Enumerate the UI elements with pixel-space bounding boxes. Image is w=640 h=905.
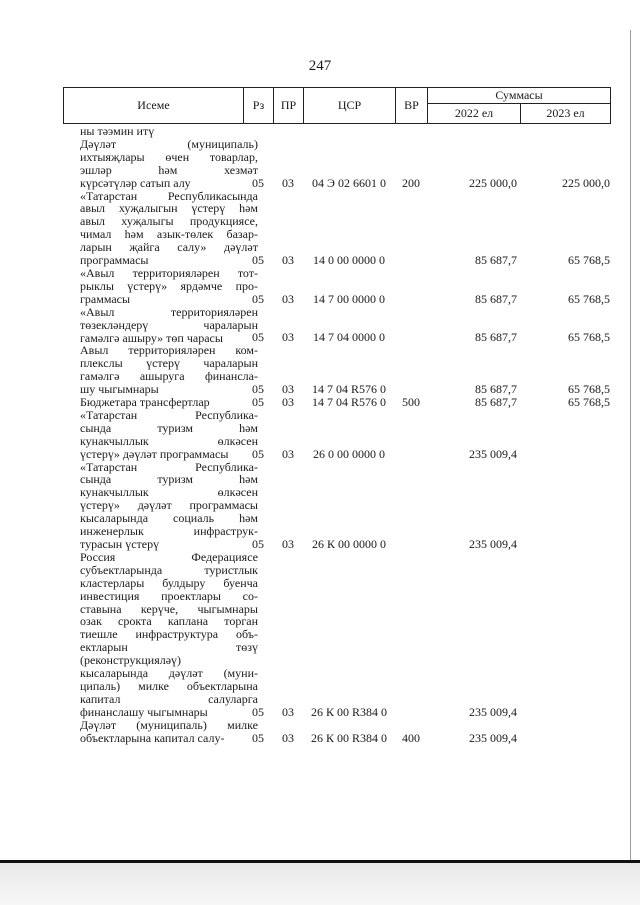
row-sum-2023: 65 768,5 bbox=[568, 252, 610, 267]
row-name-line: граммасы bbox=[80, 291, 131, 306]
page-number: 247 bbox=[308, 58, 332, 74]
row-name-line: (реконструкцияләү) bbox=[80, 653, 182, 668]
row-rz: 05 bbox=[252, 175, 264, 190]
row-name-line: үстерү» дәүләт программасы bbox=[80, 446, 229, 461]
row-csr: 26 0 00 0000 0 bbox=[313, 446, 385, 461]
row-name-line: капитал салуларга bbox=[80, 691, 258, 706]
row-name-line: сында туризм һәм bbox=[80, 472, 258, 487]
table-row bbox=[63, 461, 610, 551]
table-header bbox=[63, 87, 611, 124]
row-name bbox=[63, 719, 258, 745]
row-sum-2023: 225 000,0 bbox=[562, 175, 610, 190]
row-name-line: турасын үстерү bbox=[80, 537, 160, 551]
row-name-line: Россия Федерациясе bbox=[80, 549, 258, 564]
row-csr: 14 0 00 0000 0 bbox=[313, 252, 385, 267]
row-sum-2022: 235 009,4 bbox=[469, 704, 517, 719]
row-sum-2022: 235 009,4 bbox=[469, 730, 517, 745]
row-vr: 400 bbox=[402, 730, 420, 745]
row-name-line: ихтыяҗлары өчен товарлар, bbox=[80, 149, 258, 164]
row-pr: 03 bbox=[282, 536, 294, 551]
row-name bbox=[63, 138, 258, 190]
row-name bbox=[63, 551, 258, 719]
col-header-vr: ВР bbox=[396, 88, 428, 124]
row-name-line: ципаль) милке объектларына bbox=[80, 678, 258, 693]
row-csr: 04 Э 02 6601 0 bbox=[312, 175, 386, 190]
row-name-line: «Авыл территорияләрен bbox=[80, 304, 258, 319]
col-header-pr: ПР bbox=[274, 88, 304, 124]
row-csr: 26 К 00 R384 0 bbox=[310, 704, 387, 719]
row-name-line: кысаларында социаль һәм bbox=[80, 511, 258, 526]
row-vr: 200 bbox=[402, 175, 420, 190]
row-name-line: кысаларында дәүләт (муни- bbox=[80, 666, 258, 681]
table-row bbox=[63, 409, 610, 461]
row-pr: 03 bbox=[282, 704, 294, 719]
row-pr: 03 bbox=[282, 730, 294, 745]
col-header-year-2022: 2022 ел bbox=[428, 104, 521, 124]
row-name-line: үстерү» дәүләт программасы bbox=[80, 498, 258, 513]
page-edge-line bbox=[630, 30, 631, 870]
table-body bbox=[63, 125, 610, 745]
row-sum-2022: 85 687,7 bbox=[475, 382, 517, 397]
row-name-line: гамәлгә ашыруга финансла- bbox=[80, 369, 258, 384]
row-csr: 26 К 00 R384 0 bbox=[310, 730, 387, 745]
row-pr: 03 bbox=[282, 394, 294, 409]
row-sum-2022: 235 009,4 bbox=[469, 536, 517, 551]
table-row bbox=[63, 396, 610, 409]
row-sum-2022: 85 687,7 bbox=[475, 330, 517, 345]
row-name-line: ларын җайга салу» дәүләт bbox=[80, 240, 258, 255]
row-name-line: авыл хуҗалыгын үстерү һәм bbox=[80, 201, 258, 216]
row-rz: 05 bbox=[252, 252, 264, 267]
row-name-line: плекслы үстерү чараларын bbox=[80, 356, 258, 371]
table-row bbox=[63, 306, 610, 345]
row-sum-2023: 65 768,5 bbox=[568, 394, 610, 409]
row-name-line: кластерлары булдыру буенча bbox=[80, 575, 258, 590]
row-name-line: «Авыл территорияләрен тот- bbox=[80, 265, 258, 280]
col-header-name: Исеме bbox=[64, 88, 244, 124]
scan-bottom-shade bbox=[0, 863, 640, 905]
row-name bbox=[63, 396, 258, 409]
row-rz: 05 bbox=[252, 704, 264, 719]
row-pr: 03 bbox=[282, 252, 294, 267]
row-rz: 05 bbox=[252, 536, 264, 551]
row-sum-2023: 65 768,5 bbox=[568, 382, 610, 397]
row-sum-2022: 85 687,7 bbox=[475, 291, 517, 306]
row-name bbox=[63, 461, 258, 551]
row-name-line: «Татарстан Республикасында bbox=[80, 188, 258, 203]
row-sum-2022: 235 009,4 bbox=[469, 446, 517, 461]
row-rz: 05 bbox=[252, 291, 264, 306]
row-pr: 03 bbox=[282, 175, 294, 190]
row-name-line: төзекләндерү чараларын bbox=[80, 317, 258, 332]
row-name-line: инженерлык инфраструк- bbox=[80, 524, 258, 539]
row-sum-2023: 65 768,5 bbox=[568, 291, 610, 306]
row-name-line: Бюджетара трансфертлар bbox=[80, 395, 210, 410]
row-csr: 26 К 00 0000 0 bbox=[311, 536, 386, 551]
row-pr: 03 bbox=[282, 446, 294, 461]
row-pr: 03 bbox=[282, 330, 294, 345]
row-sum-2022: 85 687,7 bbox=[475, 394, 517, 409]
row-name-line: Авыл территорияләрен ком- bbox=[80, 343, 258, 358]
table-row bbox=[63, 719, 610, 745]
row-name-line: эшләр һәм хезмәт bbox=[80, 162, 258, 177]
row-name bbox=[63, 409, 258, 461]
row-name-line: чимал һәм азык-төлек базар- bbox=[80, 227, 258, 242]
row-name bbox=[63, 306, 258, 345]
row-name-line: авыл хуҗалыгы продукциясе, bbox=[80, 214, 258, 229]
table-row bbox=[63, 125, 610, 138]
row-rz: 05 bbox=[252, 394, 264, 409]
row-name bbox=[63, 267, 258, 306]
table-row bbox=[63, 344, 610, 396]
row-rz: 05 bbox=[252, 330, 264, 345]
table-row bbox=[63, 267, 610, 306]
row-name-line: «Татарстан Республика- bbox=[80, 407, 258, 422]
row-name-line: сында туризм һәм bbox=[80, 420, 258, 435]
row-csr: 14 7 00 0000 0 bbox=[313, 291, 385, 306]
row-name-line: Дәүләт (муниципаль) милке bbox=[80, 717, 258, 732]
table-row bbox=[63, 138, 610, 190]
row-name-line: рыклы үстерү» ярдәмче про- bbox=[80, 278, 258, 293]
row-sum-2023: 65 768,5 bbox=[568, 330, 610, 345]
row-name-line: шу чыгымнары bbox=[80, 382, 159, 397]
row-name-line: озак срокта каплана торган bbox=[80, 614, 258, 629]
row-name-line: ставына керүче, чыгымнары bbox=[80, 601, 258, 616]
row-name-line: кунакчыллык өлкәсен bbox=[80, 433, 258, 448]
row-rz: 05 bbox=[252, 382, 264, 397]
row-name-line: ектларын төзү bbox=[80, 640, 258, 655]
row-name-line: объектларына капитал салу- bbox=[80, 730, 225, 745]
col-header-rz: Рз bbox=[244, 88, 274, 124]
row-name bbox=[63, 125, 258, 138]
row-name-line: кунакчыллык өлкәсен bbox=[80, 485, 258, 500]
table-row bbox=[63, 551, 610, 719]
row-name-line: тиешле инфраструктура объ- bbox=[80, 627, 258, 642]
row-vr: 500 bbox=[402, 394, 420, 409]
row-rz: 05 bbox=[252, 730, 264, 745]
row-rz: 05 bbox=[252, 446, 264, 461]
table-row bbox=[63, 190, 610, 267]
row-csr: 14 7 04 R576 0 bbox=[311, 382, 386, 397]
row-name-line: инвестиция проектлары со- bbox=[80, 588, 258, 603]
row-name bbox=[63, 344, 258, 396]
row-pr: 03 bbox=[282, 382, 294, 397]
row-name-line: «Татарстан Республика- bbox=[80, 459, 258, 474]
col-header-sums: Суммасы bbox=[428, 88, 611, 104]
row-csr: 14 7 04 R576 0 bbox=[311, 394, 386, 409]
row-name-line: күрсәтүләр сатып алу bbox=[80, 175, 191, 190]
row-csr: 14 7 04 0000 0 bbox=[313, 330, 385, 345]
row-name-line: гамәлгә ашыру» төп чарасы bbox=[80, 330, 223, 345]
row-pr: 03 bbox=[282, 291, 294, 306]
row-name bbox=[63, 190, 258, 267]
col-header-year-2023: 2023 ел bbox=[521, 104, 611, 124]
row-name-line: субъектларында туристлык bbox=[80, 562, 258, 577]
row-name-line: ны тәэмин итү bbox=[80, 124, 155, 138]
row-name-line: программасы bbox=[80, 253, 149, 268]
row-name-line: финанслашу чыгымнары bbox=[80, 704, 208, 719]
col-header-csr: ЦСР bbox=[304, 88, 396, 124]
row-name-line: Дәүләт (муниципаль) bbox=[80, 136, 258, 151]
row-sum-2022: 85 687,7 bbox=[475, 252, 517, 267]
row-sum-2022: 225 000,0 bbox=[469, 175, 517, 190]
